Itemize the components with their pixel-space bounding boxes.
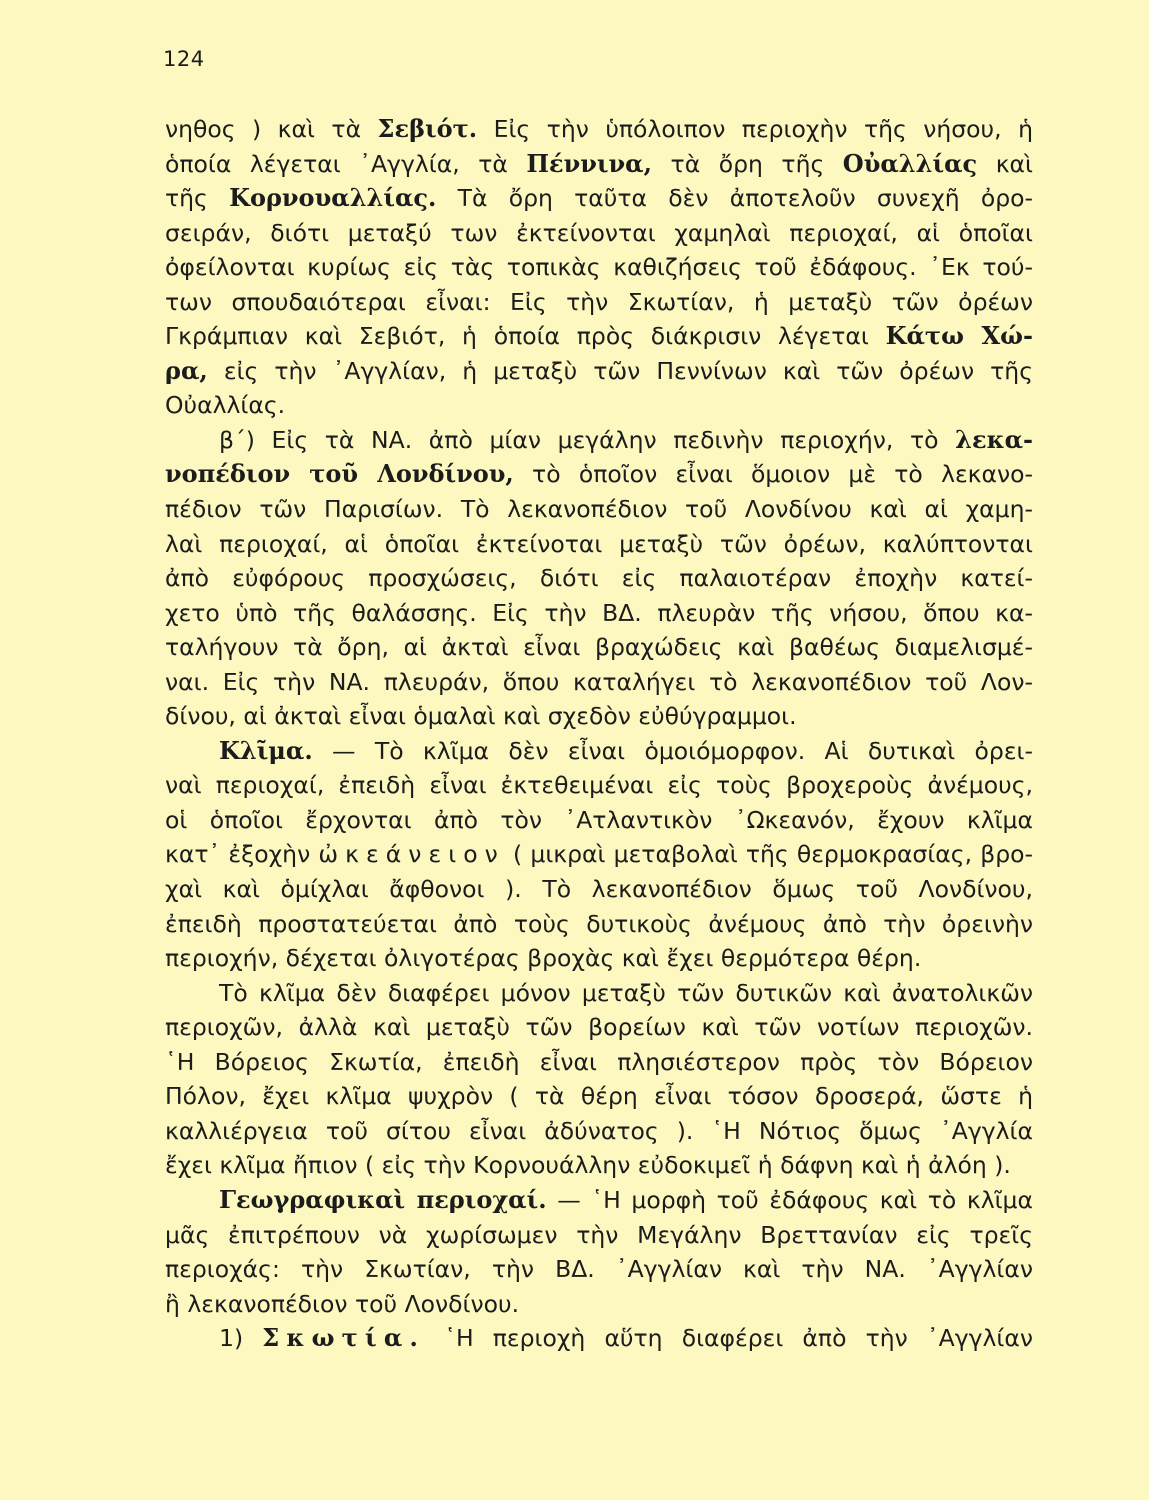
text-segment: ῾Η περιοχὴ αὕτη διαφέρει ἀπὸ τὴν ᾿Αγγλίαν xyxy=(425,1324,1034,1353)
text-line xyxy=(165,596,1033,631)
bold-term: λεκα- xyxy=(955,424,1033,454)
text-segment: ( μικραὶ μεταβολαὶ τῆς θερμοκρασίας, βρο- xyxy=(504,840,1033,869)
text-segment: ὠκεάνειον xyxy=(318,840,505,869)
text-line xyxy=(165,1114,1033,1149)
text-line xyxy=(165,423,1033,458)
text-segment: ἐπειδὴ προστατεύεται ἀπὸ τοὺς δυτικοὺς ἀνέμους ἀπὸ τὴν ὀρεινὴν xyxy=(165,909,1033,938)
bold-term: Κλῖμα. xyxy=(219,735,313,765)
text-segment: — Τὸ κλῖμα δὲν εἶναι ὁμοιόμορφον. Αἱ δυτικαὶ ὀρει- xyxy=(312,736,1033,765)
bold-term: Οὐαλλίας xyxy=(842,148,978,178)
page-number: 124 xyxy=(163,47,205,71)
bold-term: Σεβιότ. xyxy=(377,114,478,143)
text-segment: χαὶ καὶ ὁμίχλαι ἄφθονοι ). Τὸ λεκανοπέδιον ὅμως τοῦ Λονδίνου, xyxy=(165,875,1033,904)
text-line xyxy=(165,699,1033,734)
text-segment: ναὶ περιοχαί, ἐπειδὴ εἶναι ἐκτεθειμέναι εἰς τοὺς βροχεροὺς ἀνέμους, xyxy=(165,771,1033,800)
text-segment: δίνου, αἱ ἀκταὶ εἶναι ὁμαλαὶ καὶ σχεδὸν εὐθύγραμμοι. xyxy=(165,702,797,731)
text-segment: οἱ ὁποῖοι ἔρχονται ἀπὸ τὸν ᾿Ατλαντικὸν ᾿Ωκεανόν, ἔχουν κλῖμα xyxy=(165,805,1033,834)
bold-term: Πέννινα, xyxy=(526,148,653,178)
text-segment: περιοχήν, δέχεται ὀλιγοτέρας βροχὰς καὶ ἔχει θερμότερα θέρη. xyxy=(165,944,922,973)
bold-term: νοπέδιον τοῦ Λονδίνου, xyxy=(165,459,514,489)
text-line xyxy=(165,1218,1033,1253)
text-line xyxy=(165,630,1033,665)
text-segment: ὁποία λέγεται ᾿Αγγλία, τὰ xyxy=(165,149,527,178)
text-line xyxy=(165,734,1033,769)
text-line xyxy=(165,941,1033,976)
text-segment: καλλιέργεια τοῦ σίτου εἶναι ἀδύνατος ). ῾Η Νότιος ὅμως ᾿Αγγλία xyxy=(165,1116,1033,1145)
text-line xyxy=(165,388,1033,423)
text-segment: ἀπὸ εὐφόρους προσχώσεις, διότι εἰς παλαιοτέραν ἐποχὴν κατεί- xyxy=(165,564,1033,593)
text-segment: πέδιον τῶν Παρισίων. Τὸ λεκανοπέδιον τοῦ Λονδίνου καὶ αἱ χαμη- xyxy=(165,495,1033,524)
text-segment: Πόλον, ἔχει κλῖμα ψυχρὸν ( τὰ θέρη εἶναι τόσον δροσερά, ὥστε ἡ xyxy=(165,1082,1033,1111)
text-segment: περιοχῶν, ἀλλὰ καὶ μεταξὺ τῶν βορείων καὶ τῶν νοτίων περιοχῶν. xyxy=(165,1013,1033,1042)
text-segment: ναι. Εἰς τὴν ΝΑ. πλευράν, ὅπου καταλήγει τὸ λεκανοπέδιον τοῦ Λον- xyxy=(165,667,1033,696)
text-line xyxy=(165,976,1033,1011)
text-line xyxy=(165,872,1033,907)
text-line xyxy=(165,112,1033,147)
text-segment: μᾶς ἐπιτρέπουν νὰ χωρίσωμεν τὴν Μεγάλην Βρεττανίαν εἰς τρεῖς xyxy=(165,1220,1033,1249)
text-line xyxy=(165,1079,1033,1114)
text-segment: ἢ λεκανοπέδιον τοῦ Λονδίνου. xyxy=(165,1289,520,1318)
text-segment: Εἰς τὴν ὑπόλοιπον περιοχὴν τῆς νήσου, ἡ xyxy=(477,115,1033,143)
text-segment: κατ᾿ ἐξοχὴν xyxy=(165,840,319,869)
text-segment: 1) xyxy=(219,1324,263,1353)
bold-term: Κορνουαλλίας. xyxy=(229,183,437,213)
text-line xyxy=(165,181,1033,216)
text-segment: ταλήγουν τὰ ὄρη, αἱ ἀκταὶ εἶναι βραχώδεις καὶ βαθέως διαμελισμέ- xyxy=(165,633,1033,662)
text-line xyxy=(165,665,1033,700)
text-segment: καὶ xyxy=(977,149,1033,178)
text-line xyxy=(165,837,1033,872)
text-line xyxy=(165,1045,1033,1080)
text-line xyxy=(165,768,1033,803)
text-line xyxy=(165,1148,1033,1183)
text-segment: περιοχάς: τὴν Σκωτίαν, τὴν ΒΔ. ᾿Αγγλίαν καὶ τὴν ΝΑ. ᾿Αγγλίαν xyxy=(165,1255,1033,1284)
text-segment: Τὰ ὄρη ταῦτα δὲν ἀποτελοῦν συνεχῆ ὀρο- xyxy=(436,184,1033,213)
text-segment: Οὐαλλίας. xyxy=(165,391,286,420)
text-segment: ὀφείλονται κυρίως εἰς τὰς τοπικὰς καθιζήσεις τοῦ ἐδάφους. ᾿Εκ τού- xyxy=(165,253,1033,282)
text-line xyxy=(165,1321,1033,1356)
text-line xyxy=(165,527,1033,562)
text-line xyxy=(165,216,1033,251)
text-line xyxy=(165,250,1033,285)
text-segment: νηθος ) καὶ τὰ xyxy=(165,115,378,143)
text-segment: τὸ ὁποῖον εἶναι ὅμοιον μὲ τὸ λεκανο- xyxy=(513,460,1034,489)
text-line xyxy=(165,1010,1033,1045)
text-segment: εἰς τὴν ᾿Αγγλίαν, ἡ μεταξὺ τῶν Πεννίνων καὶ τῶν ὀρέων τῆς xyxy=(207,356,1033,385)
text-segment: λαὶ περιοχαί, αἱ ὁποῖαι ἐκτείνοται μεταξὺ τῶν ὀρέων, καλύπτονται xyxy=(165,529,1033,558)
text-segment: β΄) Εἰς τὰ ΝΑ. ἀπὸ μίαν μεγάλην πεδινὴν περιοχήν, τὸ xyxy=(219,425,956,454)
text-segment: Γκράμπιαν καὶ Σεβιότ, ἡ ὁποία πρὸς διάκρισιν λέγεται xyxy=(165,322,886,351)
text-line xyxy=(165,1183,1033,1218)
text-line xyxy=(165,492,1033,527)
text-line xyxy=(165,319,1033,354)
text-line xyxy=(165,354,1033,389)
bold-term: Γεωγραφικαὶ περιοχαί. xyxy=(219,1184,547,1214)
bold-term: ρα, xyxy=(165,355,208,385)
text-line xyxy=(165,561,1033,596)
text-segment: χετο ὑπὸ τῆς θαλάσσης. Εἰς τὴν ΒΔ. πλευρὰν τῆς νήσου, ὅπου κα- xyxy=(165,598,1033,627)
text-line xyxy=(165,1287,1033,1322)
bold-term: Σκωτία. xyxy=(262,1323,426,1353)
text-segment: σειράν, διότι μεταξύ των ἐκτείνονται χαμηλαὶ περιοχαί, αἱ ὁποῖαι xyxy=(165,218,1033,247)
text-line xyxy=(165,1252,1033,1287)
body-text xyxy=(165,112,1033,1356)
text-segment: Τὸ κλῖμα δὲν διαφέρει μόνον μεταξὺ τῶν δυτικῶν καὶ ἀνατολικῶν xyxy=(219,978,1033,1007)
bold-term: Κάτω Χώ- xyxy=(885,321,1033,351)
text-line xyxy=(165,457,1033,492)
text-segment: των σπουδαιότεραι εἶναι: Εἰς τὴν Σκωτίαν, ἡ μεταξὺ τῶν ὀρέων xyxy=(165,287,1033,316)
text-line xyxy=(165,803,1033,838)
text-line xyxy=(165,285,1033,320)
text-segment: ῾Η Βόρειος Σκωτία, ἐπειδὴ εἶναι πλησιέστερον πρὸς τὸν Βόρειον xyxy=(165,1047,1033,1076)
text-line xyxy=(165,147,1033,182)
text-segment: — ῾Η μορφὴ τοῦ ἐδάφους καὶ τὸ κλῖμα xyxy=(546,1185,1033,1214)
text-segment: ἔχει κλῖμα ἤπιον ( εἰς τὴν Κορνουάλλην εὐδοκιμεῖ ἡ δάφνη καὶ ἡ ἀλόη ). xyxy=(165,1151,1011,1180)
text-line xyxy=(165,907,1033,942)
text-segment: τῆς xyxy=(165,184,230,213)
text-segment: τὰ ὄρη τῆς xyxy=(652,149,843,178)
